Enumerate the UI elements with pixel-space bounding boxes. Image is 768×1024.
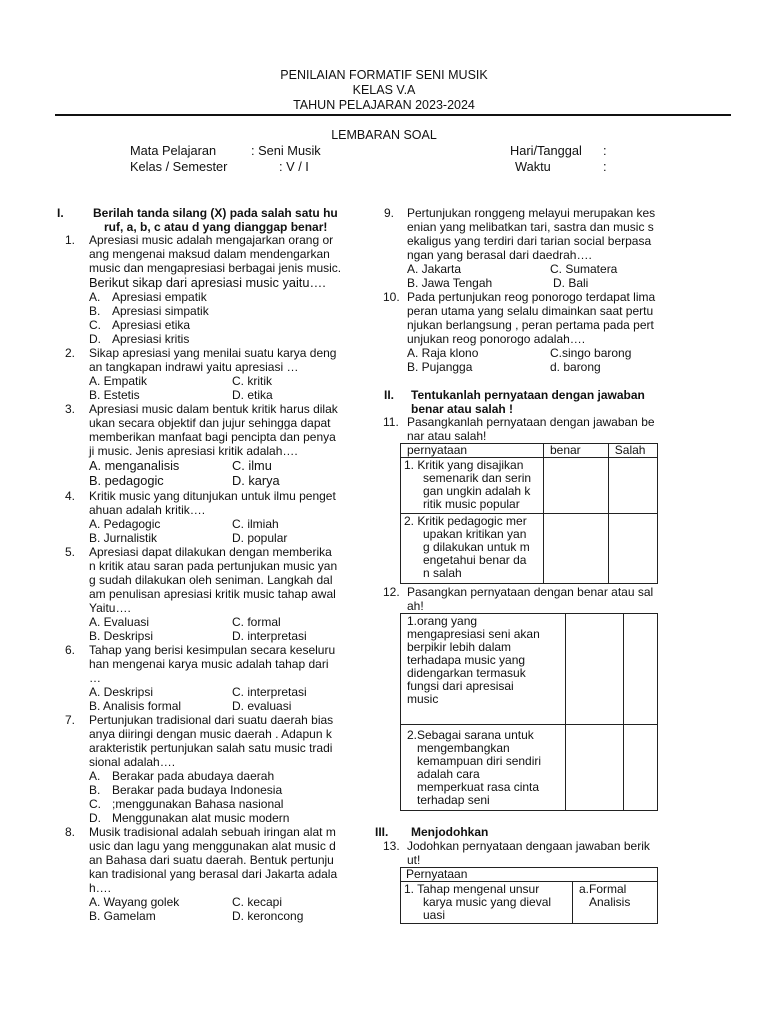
question-text: ukan secara objektif dan jujur sehingga dapat (89, 416, 331, 430)
question-text: an Bahasa dari suatu daerah. Bentuk pertunju (89, 853, 334, 867)
cell-line: 1. Kritik yang disajikan (404, 458, 524, 472)
option-text: C. formal (232, 615, 281, 629)
question-text: Kritik music yang ditunjukan untuk ilmu penget (89, 489, 336, 503)
question-text: g sudah dilakukan oleh seniman. Langkah dal (89, 573, 333, 587)
true-false-table-12 (400, 613, 658, 811)
class-value: : V / I (279, 159, 309, 174)
question-text: ah! (407, 599, 424, 613)
cell-line: 1.orang yang (407, 614, 478, 628)
header-line-2: KELAS V.A (352, 83, 416, 97)
cell-line: didengarkan termasuk (407, 666, 526, 680)
cell-line: fungsi dari apresisai (407, 679, 514, 693)
true-answer-cell[interactable] (566, 614, 623, 725)
section-1-number: I. (57, 206, 64, 220)
question-text: Pasangkanlah pernyataan dengan jawaban be (407, 415, 655, 429)
option-text: D. interpretasi (232, 629, 307, 643)
question-text: Pertunjukan ronggeng melayui merupakan kes (407, 206, 656, 220)
cell-line: semenarik dan serin (423, 471, 532, 485)
true-answer-cell[interactable] (543, 458, 608, 514)
true-answer-cell[interactable] (566, 725, 623, 811)
question-text: ji music. Jenis apresiasi kritik adalah…. (89, 444, 298, 458)
question-text: Tahap yang berisi kesimpulan secara keseluru (89, 643, 336, 657)
cell-line: upakan kritikan yan (423, 527, 527, 541)
statement-cell (401, 458, 544, 514)
option-text: ;menggunakan Bahasa nasional (112, 797, 284, 811)
question-text: Musik tradisional adalah sebuah iringan alat m (89, 825, 336, 839)
cell-line: mengapresiasi seni akan (407, 627, 540, 641)
option-text: D. popular (232, 531, 288, 545)
cell-line: karya music yang dieval (423, 895, 552, 909)
option-letter: C. (89, 797, 101, 811)
option-text: d. barong (550, 360, 601, 374)
day-label: Hari/Tanggal (510, 143, 582, 158)
statement-cell (401, 882, 573, 924)
option-text: A. Deskripsi (89, 685, 154, 699)
question-text: ang mengenai maksud dalam mendengarkan (89, 247, 330, 261)
option-text: C. ilmu (232, 458, 272, 473)
section-2-title: Tentukanlah pernyataan dengan jawaban (411, 388, 645, 402)
statement-cell (401, 614, 566, 725)
option-text: Apresiasi simpatik (112, 304, 209, 318)
option-text: D. etika (232, 388, 273, 402)
question-text: nar atau salah! (407, 429, 487, 443)
cell-line: ritik music popular (423, 497, 520, 511)
option-text: B. Gamelam (89, 909, 156, 923)
cell-line: berpikir lebih dalam (407, 640, 512, 654)
question-number: 4. (65, 489, 76, 503)
option-text: B. Analisis formal (89, 699, 182, 713)
option-text: A. Raja klono (407, 346, 479, 360)
option-text: B. Jawa Tengah (407, 276, 493, 290)
question-number: 6. (65, 643, 76, 657)
time-label: Waktu (515, 159, 551, 174)
table-header-statement: pernyataan (401, 444, 544, 458)
option-text: A. Pedagogic (89, 517, 161, 531)
sheet-title: LEMBARAN SOAL (331, 128, 437, 142)
cell-line: g dilakukan untuk m (423, 540, 530, 554)
question-number: 12. (383, 585, 400, 599)
cell-line: uasi (423, 908, 446, 922)
time-colon: : (603, 159, 607, 174)
question-text: kan tradisional yang berasal dari Jakarta adala (89, 867, 338, 881)
section-2-number: II. (384, 388, 395, 402)
cell-line: memperkuat rasa cinta (417, 780, 540, 794)
option-text: Menggunakan alat music modern (112, 811, 290, 825)
option-text: A. menganalisis (89, 458, 180, 473)
option-text: A. Wayang golek (89, 895, 180, 909)
day-colon: : (603, 143, 607, 158)
table-header-false: Salah (608, 444, 657, 458)
matching-table-13 (400, 867, 658, 924)
option-text: A. Jakarta (407, 262, 462, 276)
question-text: ahuan adalah kritik…. (89, 503, 206, 517)
question-text: unjukan reog ponorogo adalah…. (407, 332, 586, 346)
question-text: han mengenai karya music adalah tahap dari (89, 657, 329, 671)
true-false-table-11 (400, 443, 658, 584)
question-text: Yaitu…. (89, 601, 131, 615)
option-text: B. Deskripsi (89, 629, 154, 643)
option-text: Berakar pada abudaya daerah (112, 769, 275, 783)
question-text: ekaligus yang terdiri dari tarian social berpasa (407, 234, 652, 248)
question-text: enian yang melibatkan tari, sastra dan music s (407, 220, 654, 234)
cell-line: terhadap seni (417, 793, 490, 807)
cell-line: kemampuan diri sendiri (417, 754, 542, 768)
header-line-3: TAHUN PELAJARAN 2023-2024 (293, 98, 475, 112)
question-text: an tangkapan indrawi yaitu apresiasi … (89, 360, 299, 374)
option-text: D. keroncong (232, 909, 304, 923)
option-text: C.singo barong (550, 346, 632, 360)
option-letter: A. (89, 290, 101, 304)
question-text: music dan mengapresiasi berbagai jenis music. (89, 261, 342, 275)
option-letter: D. (89, 332, 101, 346)
question-text: Apresiasi dapat dilakukan dengan memberika (89, 545, 332, 559)
cell-line: 2. Kritik pedagogic mer (404, 514, 527, 528)
option-text: A. Empatik (89, 374, 148, 388)
option-text: C. ilmiah (232, 517, 279, 531)
question-number: 7. (65, 713, 76, 727)
question-text: sional adalah…. (89, 755, 176, 769)
cell-line: mengembangkan (417, 741, 510, 755)
cell-line: adalah cara (417, 767, 480, 781)
question-text: ngan yang berasal dari daedrah…. (407, 248, 592, 262)
question-number: 11. (383, 415, 399, 429)
question-text: Apresiasi music dalam bentuk kritik harus dilak (89, 402, 338, 416)
false-answer-cell[interactable] (608, 514, 657, 584)
question-text: ut! (407, 853, 421, 867)
section-2-title: benar atau salah ! (411, 402, 514, 416)
question-number: 10. (383, 290, 400, 304)
question-number: 1. (65, 233, 76, 247)
option-letter: B. (89, 783, 101, 797)
statement-cell (401, 514, 544, 584)
option-text: C. Sumatera (550, 262, 618, 276)
section-3-number: III. (375, 825, 389, 839)
false-answer-cell[interactable] (608, 458, 657, 514)
option-letter: A. (89, 769, 101, 783)
option-letter: C. (89, 318, 101, 332)
question-text: h…. (89, 881, 112, 895)
cell-line: terhadapa music yang (407, 653, 526, 667)
class-label: Kelas / Semester (130, 159, 228, 174)
option-text: C. kritik (232, 374, 272, 388)
question-number: 3. (65, 402, 76, 416)
question-text: arakteristik pertunjukan salah satu music tradi (89, 741, 333, 755)
question-text: Apresiasi music adalah mengajarkan orang or (89, 233, 334, 247)
option-text: B. Pujangga (407, 360, 473, 374)
option-text: A. Evaluasi (89, 615, 150, 629)
subject-value: : Seni Musik (251, 143, 321, 158)
option-text: C. interpretasi (232, 685, 307, 699)
question-number: 2. (65, 346, 76, 360)
question-text: n kritik atau saran pada pertunjukan music yan (89, 559, 338, 573)
option-text: Apresiasi empatik (112, 290, 207, 304)
cell-line: engetahui benar da (423, 553, 527, 567)
false-answer-cell[interactable] (623, 725, 657, 811)
cell-line: 2.Sebagai sarana untuk (407, 728, 534, 742)
question-text: Jodohkan pernyataan dengaan jawaban berik (407, 839, 650, 853)
option-text: B. pedagogic (89, 473, 164, 488)
option-text: Apresiasi etika (112, 318, 191, 332)
cell-line: a.Formal (579, 882, 627, 896)
cell-line: music (407, 692, 439, 706)
question-text: Pada pertunjukan reog ponorogo terdapat lima (407, 290, 656, 304)
question-text: Pasangkan pernyataan dengan benar atau sal (407, 585, 654, 599)
question-text: Berikut sikap dari apresiasi music yaitu…. (89, 275, 326, 290)
section-1-title: Berilah tanda silang (X) pada salah satu hu (93, 206, 338, 220)
cell-line: n salah (423, 566, 462, 580)
question-number: 5. (65, 545, 76, 559)
cell-line: Analisis (589, 895, 631, 909)
option-text: B. Jurnalistik (89, 531, 158, 545)
option-letter: D. (89, 811, 101, 825)
statement-cell (401, 725, 566, 811)
option-text: C. kecapi (232, 895, 283, 909)
table-header-statement: Pernyataan (401, 868, 658, 882)
header-rule (55, 114, 731, 116)
answer-cell (573, 882, 658, 924)
section-1-title: ruf, a, b, c atau d yang dianggap benar! (104, 220, 328, 234)
option-text: D. karya (232, 473, 280, 488)
question-text: anya diiringi dengan music daerah . Adapun k (89, 727, 332, 741)
header-line-1: PENILAIAN FORMATIF SENI MUSIK (280, 68, 488, 82)
option-text: Berakar pada budaya Indonesia (112, 783, 283, 797)
question-text: Pertunjukan tradisional dari suatu daerah bias (89, 713, 334, 727)
subject-label: Mata Pelajaran (130, 143, 217, 158)
question-text: peran utama yang selalu dimainkan saat pertu (407, 304, 654, 318)
question-number: 8. (65, 825, 76, 839)
option-text: B. Estetis (89, 388, 140, 402)
question-text: … (89, 671, 101, 685)
cell-line: gan ungkin adalah k (423, 484, 531, 498)
cell-line: 1. Tahap mengenal unsur (404, 882, 540, 896)
true-answer-cell[interactable] (543, 514, 608, 584)
question-text: Sikap apresiasi yang menilai suatu karya deng (89, 346, 337, 360)
question-text: njukan berlangsung , peran pertama pada pert (407, 318, 654, 332)
question-text: memberikan manfaat bagi pencipta dan penya (89, 430, 336, 444)
question-number: 9. (384, 206, 395, 220)
question-text: am penulisan apresiasi kritik music tahap awal (89, 587, 336, 601)
option-text: Apresiasi kritis (112, 332, 190, 346)
option-letter: B. (89, 304, 101, 318)
section-3-title: Menjodohkan (411, 825, 489, 839)
option-text: D. Bali (553, 276, 589, 290)
option-text: D. evaluasi (232, 699, 292, 713)
question-number: 13. (383, 839, 400, 853)
table-header-true: benar (543, 444, 608, 458)
false-answer-cell[interactable] (623, 614, 657, 725)
question-text: usic dan lagu yang menggunakan alat music d (89, 839, 336, 853)
